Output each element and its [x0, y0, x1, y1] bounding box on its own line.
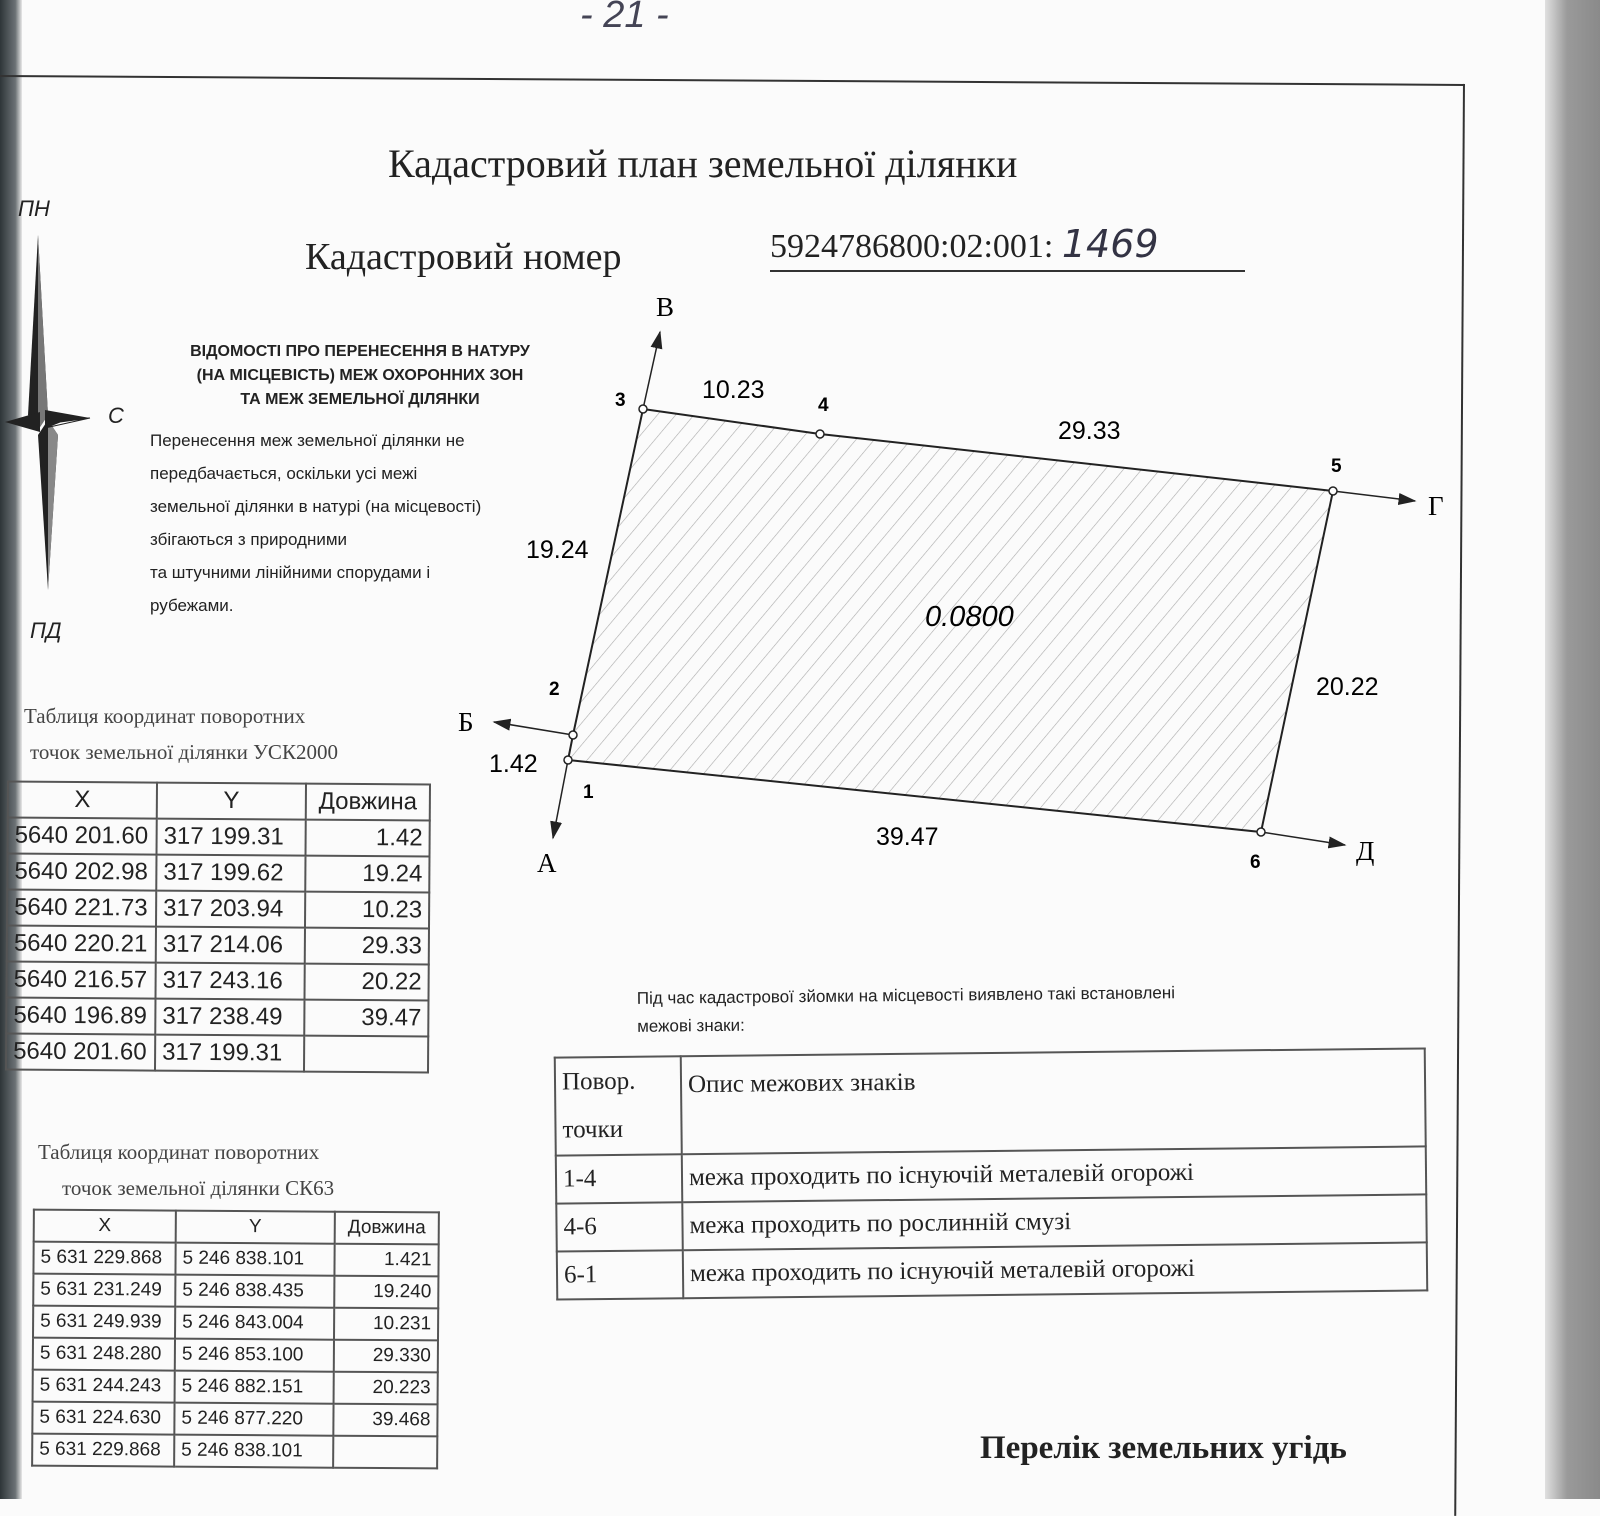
table-cell: межа проходить по існуючій металевій огорожі: [683, 1242, 1427, 1298]
info-body-line: земельної ділянки в натурі (на місцевості): [150, 497, 482, 516]
column-header: Довжина: [335, 1212, 439, 1245]
table-cell: 19.240: [334, 1276, 438, 1309]
point-label: 5: [1331, 456, 1342, 477]
table-cell: 5640 220.21: [7, 926, 156, 963]
table-cell: 29.33: [305, 928, 429, 965]
table-cell: 4-6: [556, 1202, 682, 1251]
table-cell: 5640 202.98: [7, 854, 156, 891]
column-header: Y: [157, 783, 306, 820]
column-header: Y: [176, 1211, 335, 1244]
table-cell: 317 203.94: [156, 891, 305, 928]
table-cell: 39.468: [333, 1404, 437, 1437]
table-header-row: [8, 782, 430, 821]
column-header: X: [34, 1210, 176, 1243]
boundary-signs-intro: [637, 979, 1176, 1041]
table-cell: [304, 1036, 428, 1073]
info-body-line: Перенесення меж земельної ділянки не: [150, 431, 465, 450]
neighbor-label: Д: [1356, 836, 1375, 866]
column-header-points: [555, 1056, 682, 1155]
caption-line: Таблиця координат поворотних: [24, 704, 306, 728]
neighbor-label: Г: [1428, 491, 1444, 521]
neighbor-arrow: [553, 760, 568, 838]
table-row: [33, 1338, 438, 1373]
header-line: Повор.: [561, 1067, 636, 1096]
info-heading-line: ВІДОМОСТІ ПРО ПЕРЕНЕСЕННЯ В НАТУРУ: [190, 343, 530, 360]
table-cell: 5 631 244.243: [33, 1370, 175, 1403]
area-label: 0.0800: [925, 601, 1014, 633]
info-body-line: рубежами.: [150, 596, 234, 615]
table-row: [33, 1370, 438, 1405]
table-sk63-caption: [38, 1134, 334, 1206]
table-cell: 317 243.16: [155, 963, 304, 1000]
turning-point-marker: [816, 430, 824, 438]
table-usk2000: [5, 781, 431, 1074]
length-label: 29.33: [1058, 417, 1121, 445]
table-cell: 20.22: [304, 964, 428, 1001]
table-header-row: [555, 1048, 1426, 1155]
table-cell: 5 246 853.100: [175, 1339, 334, 1372]
column-header: X: [8, 782, 157, 819]
table-cell: 1.421: [334, 1244, 438, 1277]
table-row: [33, 1306, 438, 1341]
table-row: [32, 1402, 437, 1437]
neighbor-arrow: [643, 332, 660, 409]
cadastral-number-printed: 5924786800:02:001:: [770, 228, 1054, 265]
table-sk63: [31, 1209, 440, 1470]
table-cell: 5 631 249.939: [33, 1306, 175, 1339]
neighbor-label: А: [537, 848, 557, 878]
compass-east-label: С: [108, 403, 124, 428]
table-row: [33, 1242, 438, 1277]
table-usk2000-caption: [24, 698, 338, 770]
table-cell: 5 246 843.004: [175, 1307, 334, 1340]
header-line: точки: [562, 1115, 624, 1144]
table-cell: 317 214.06: [156, 927, 305, 964]
table-cell: 5640 196.89: [6, 998, 155, 1035]
table-cell: межа проходить по існуючій металевій огорожі: [682, 1146, 1426, 1202]
point-label: 4: [818, 395, 829, 416]
length-label: 19.24: [526, 536, 589, 564]
table-cell: 19.24: [305, 856, 429, 893]
table-header-row: [34, 1210, 439, 1245]
table-cell: 5 631 229.868: [32, 1434, 174, 1467]
info-heading-line: (НА МІСЦЕВІСТЬ) МЕЖ ОХОРОННИХ ЗОН: [196, 367, 524, 384]
table-cell: 5640 221.73: [7, 890, 156, 927]
table-cell: 5640 201.60: [8, 818, 157, 855]
caption-line: Таблиця координат поворотних: [38, 1140, 320, 1164]
table-cell: 29.330: [334, 1340, 438, 1373]
table-cell: межа проходить по рослинній смузі: [682, 1194, 1426, 1250]
turning-point-marker: [1329, 487, 1337, 495]
caption-line: точок земельної ділянки СК63: [62, 1176, 335, 1200]
boundary-signs-table: [554, 1047, 1429, 1300]
info-body-line: передбачається, оскільки усі межі: [150, 464, 418, 483]
table-cell: 5 246 838.101: [175, 1243, 334, 1276]
length-label: 20.22: [1316, 673, 1379, 701]
table-cell: 6-1: [557, 1250, 683, 1299]
turning-point-marker: [1257, 828, 1265, 836]
table-cell: 5 246 838.101: [174, 1435, 333, 1468]
intro-line: Під час кадастрової зйомки на місцевості виявлено такі встановлені: [636, 983, 1176, 1008]
turning-point-marker: [569, 731, 577, 739]
table-row: [7, 926, 429, 965]
table-row: [7, 854, 429, 893]
land-list-heading: Перелік земельних угідь: [980, 1430, 1347, 1466]
table-cell: 317 199.62: [156, 855, 305, 892]
page-title: Кадастровий план земельної ділянки: [388, 141, 1018, 186]
info-heading-line: ТА МЕЖ ЗЕМЕЛЬНОЇ ДІЛЯНКИ: [240, 391, 480, 408]
table-row: [8, 818, 430, 857]
table-cell: 5 631 229.868: [33, 1242, 175, 1275]
table-cell: 10.231: [334, 1308, 438, 1341]
table-cell: 39.47: [304, 1000, 428, 1037]
table-row: [7, 890, 429, 929]
point-label: 2: [549, 679, 560, 700]
table-cell: 5 631 231.249: [33, 1274, 175, 1307]
point-label: 1: [583, 782, 594, 803]
table-row: [6, 998, 428, 1037]
neighbor-arrow: [1261, 832, 1345, 845]
table-cell: 10.23: [305, 892, 429, 929]
table-cell: 317 238.49: [155, 999, 304, 1036]
neighbor-arrow: [1333, 491, 1415, 501]
column-header: Довжина: [306, 784, 430, 821]
point-label: 3: [615, 390, 626, 411]
table-cell: 5 246 838.435: [175, 1275, 334, 1308]
caption-line: точок земельної ділянки УСК2000: [30, 740, 338, 764]
point-label: 6: [1250, 852, 1261, 873]
table-row: [7, 962, 429, 1001]
table-cell: 5 246 877.220: [174, 1403, 333, 1436]
compass-south-label: ПД: [30, 618, 62, 643]
table-cell: 5640 201.60: [6, 1034, 155, 1071]
table-cell: 5 631 224.630: [32, 1402, 174, 1435]
intro-line: межові знаки:: [637, 1015, 745, 1036]
turning-point-marker: [639, 405, 647, 413]
length-label: 39.47: [876, 823, 939, 851]
info-body-line: збігаються з природними: [150, 530, 348, 549]
page-number: - 21 -: [580, 0, 669, 36]
cadastral-number-handwritten: 1469: [1061, 222, 1159, 266]
table-cell: 5 631 248.280: [33, 1338, 175, 1371]
table-cell: 5640 216.57: [7, 962, 156, 999]
neighbor-arrow: [494, 722, 573, 735]
table-row: [32, 1434, 437, 1469]
table-cell: 20.223: [334, 1372, 438, 1405]
table-row: [6, 1034, 428, 1073]
turning-point-marker: [564, 756, 572, 764]
table-cell: [333, 1436, 437, 1469]
cadastral-number-label: Кадастровий номер: [305, 236, 622, 278]
table-cell: 5 246 882.151: [175, 1371, 334, 1404]
table-cell: 317 199.31: [157, 819, 306, 856]
length-label: 10.23: [702, 376, 765, 404]
table-cell: 1.42: [306, 820, 430, 857]
info-body-line: та штучними лінійними спорудами і: [150, 563, 431, 582]
table-row: [557, 1242, 1427, 1299]
compass-north-label: ПН: [18, 196, 50, 221]
table-cell: 1-4: [556, 1154, 682, 1203]
length-label: 1.42: [489, 750, 538, 778]
table-row: [33, 1274, 438, 1309]
column-header-description: Опис межових знаків: [681, 1048, 1426, 1154]
neighbor-label: Б: [458, 707, 474, 737]
neighbor-label: В: [656, 292, 675, 322]
table-cell: 317 199.31: [155, 1035, 304, 1072]
